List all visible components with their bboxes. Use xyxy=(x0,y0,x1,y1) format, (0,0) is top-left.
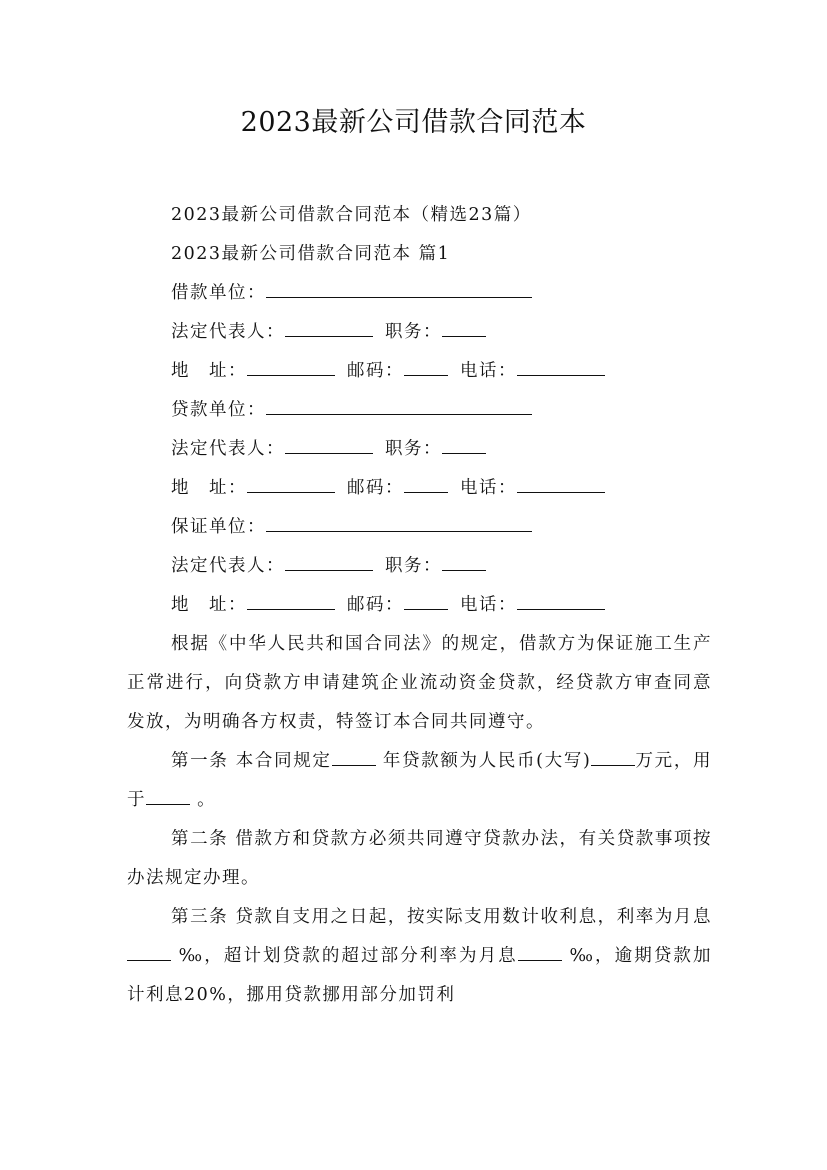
phone-blank xyxy=(517,491,605,493)
borrower-unit-blank xyxy=(266,296,532,298)
legal-rep-blank xyxy=(285,569,373,571)
borrower-legal-rep-line xyxy=(127,313,712,352)
article-3-blank-overrate xyxy=(518,959,562,961)
article-2-paragraph: 第二条 借款方和贷款方必须共同遵守贷款办法，有关贷款事项按办法规定办理。 xyxy=(127,829,712,888)
lender-unit-label: 贷款单位： xyxy=(171,400,266,420)
article-1-blank-purpose xyxy=(146,803,190,805)
article-3-part-c: ‰，逾期贷款加计利息20%，挪用贷款挪用部分加罚利 xyxy=(127,946,713,1005)
address-blank xyxy=(247,608,335,610)
phone-label: 电话： xyxy=(460,361,517,381)
postcode-blank xyxy=(404,491,448,493)
article-3-blank-rate xyxy=(127,959,171,961)
article-1-part-c: 万元，用于 xyxy=(127,751,713,810)
document-body xyxy=(127,196,712,1015)
lender-unit-blank xyxy=(266,413,532,415)
guarantor-unit-line xyxy=(127,508,712,547)
postcode-label: 邮码： xyxy=(347,478,404,498)
section-heading: 2023最新公司借款合同范本 篇1 xyxy=(171,244,451,264)
article-1-part-a: 第一条 本合同规定 xyxy=(171,751,332,771)
address-blank xyxy=(247,374,335,376)
phone-blank xyxy=(517,374,605,376)
article-1-blank-amount xyxy=(591,764,635,766)
lender-address-line xyxy=(127,469,712,508)
guarantor-unit-blank xyxy=(266,530,532,532)
guarantor-address-line xyxy=(127,586,712,625)
lender-unit-line xyxy=(127,391,712,430)
subtitle: 2023最新公司借款合同范本（精选23篇） xyxy=(171,205,532,225)
guarantor-unit-label: 保证单位： xyxy=(171,517,266,537)
position-blank xyxy=(442,335,486,337)
phone-blank xyxy=(517,608,605,610)
phone-label: 电话： xyxy=(460,595,517,615)
position-blank xyxy=(442,452,486,454)
legal-rep-label: 法定代表人： xyxy=(171,439,285,459)
document-title: 2023最新公司借款合同范本 xyxy=(240,107,587,138)
article-1-paragraph xyxy=(127,742,712,820)
article-1-part-b: 年贷款额为人民币(大写) xyxy=(382,751,592,771)
article-1-part-d: 。 xyxy=(197,790,217,810)
legal-rep-label: 法定代表人： xyxy=(171,556,285,576)
phone-label: 电话： xyxy=(460,478,517,498)
postcode-blank xyxy=(404,374,448,376)
borrower-unit-label: 借款单位： xyxy=(171,283,266,303)
address-label: 地 址： xyxy=(171,478,247,498)
address-blank xyxy=(247,491,335,493)
position-label: 职务： xyxy=(385,322,442,342)
article-3-part-b: ‰，超计划贷款的超过部分利率为月息 xyxy=(178,946,518,966)
legal-rep-label: 法定代表人： xyxy=(171,322,285,342)
position-blank xyxy=(442,569,486,571)
article-1-blank-year xyxy=(332,764,376,766)
postcode-label: 邮码： xyxy=(347,361,404,381)
address-label: 地 址： xyxy=(171,361,247,381)
postcode-label: 邮码： xyxy=(347,595,404,615)
intro-paragraph: 根据《中华人民共和国合同法》的规定，借款方为保证施工生产正常进行，向贷款方申请建筑企业流动资金贷款，经贷款方审查同意发放，为明确各方权责，特签订本合同共同遵守。 xyxy=(127,634,712,732)
subtitle-line xyxy=(127,196,712,235)
lender-legal-rep-line xyxy=(127,430,712,469)
borrower-address-line xyxy=(127,352,712,391)
guarantor-legal-rep-line xyxy=(127,547,712,586)
address-label: 地 址： xyxy=(171,595,247,615)
position-label: 职务： xyxy=(385,439,442,459)
article-3-paragraph xyxy=(127,898,712,1015)
borrower-unit-line xyxy=(127,274,712,313)
article-3-part-a: 第三条 贷款自支用之日起，按实际支用数计收利息，利率为月息 xyxy=(171,907,712,927)
legal-rep-blank xyxy=(285,452,373,454)
legal-rep-blank xyxy=(285,335,373,337)
position-label: 职务： xyxy=(385,556,442,576)
postcode-blank xyxy=(404,608,448,610)
section-heading-line xyxy=(127,235,712,274)
